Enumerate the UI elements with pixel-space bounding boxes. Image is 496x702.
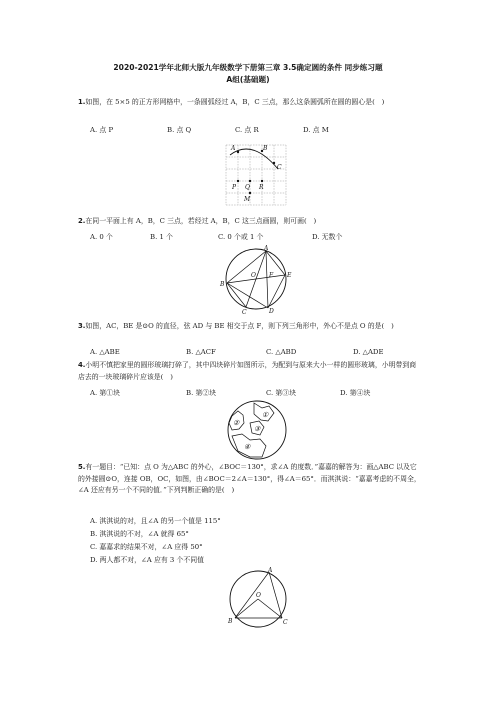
question-4 [78, 360, 423, 383]
question-text: 如图，AC，BE 是⊙O 的直径，弦 AD 与 BE 相交于点 F，则下列三角形中，外心不是点 O 的是( ) [85, 322, 394, 330]
question-1 [78, 97, 423, 109]
piece-4-label: ④ [244, 443, 251, 451]
question-number: 1. [78, 98, 86, 106]
question-number: 4. [78, 361, 86, 369]
circumcircle-figure [222, 567, 292, 635]
question-text: 小明不慎把家里的圆形玻璃打碎了，其中四块碎片如图所示，为配到与原来大小一样的圆形玻璃，小明带到商店去的一块玻璃碎片应该是( ) [78, 361, 417, 381]
piece-3-label: ③ [254, 425, 261, 433]
question-text: 在同一平面上有 A，B，C 三点，若经过 A，B，C 这三点画圆，则可画( ) [85, 217, 317, 225]
point-b-label: B [228, 618, 233, 625]
option-d: D. 无数个 [312, 233, 343, 241]
point-c-label: C [242, 309, 247, 315]
point-a-label: A [264, 245, 269, 252]
option-d: D. 第④块 [340, 389, 371, 397]
point-r-label: R [259, 184, 264, 191]
piece-2-label: ② [233, 419, 240, 427]
point-f-label: F [269, 272, 274, 279]
question-text: 如图，在 5×5 的正方形网格中，一条圆弧经过 A，B，C 三点，那么这条圆弧所在圆的圆心是( ) [85, 98, 385, 106]
option-a: A. 淇淇说的对，且∠A 的另一个值是 115° [90, 517, 221, 525]
option-a: A. △ABE [90, 348, 120, 356]
circle-diameters-figure [218, 243, 296, 315]
option-c: C. 嘉嘉求的结果不对，∠A 应得 50° [90, 543, 203, 551]
option-a: A. 0 个 [90, 233, 113, 241]
grid-arc-figure [222, 142, 292, 207]
point-c-label: C [277, 164, 282, 171]
option-b: B. 1 个 [150, 233, 173, 241]
option-b: B. △ACF [186, 348, 216, 356]
point-a-label: A [268, 567, 273, 574]
point-o-label: O [251, 272, 256, 279]
point-b-label: B [263, 145, 268, 152]
point-d-label: D [269, 308, 274, 315]
point-q-label: Q [245, 184, 250, 191]
point-p-label: P [232, 184, 237, 191]
question-3 [78, 321, 423, 333]
option-c: C. 第③块 [266, 389, 297, 397]
option-b: B. 点 Q [167, 126, 192, 134]
option-a: A. 第①块 [90, 389, 121, 397]
question-number: 2. [78, 217, 86, 225]
point-e-label: E [287, 272, 292, 279]
question-number: 3. [78, 322, 86, 330]
option-d: D. 两人都不对，∠A 应有 3 个不同值 [90, 556, 205, 564]
option-d: D. △ADE [353, 348, 384, 356]
document-title: 2020-2021学年北师大版九年级数学下册第三章 3.5确定圆的条件 同步练习题 [113, 63, 383, 72]
option-c: C. 点 R [235, 126, 259, 134]
broken-glass-figure [224, 399, 290, 461]
point-a-label: A [231, 145, 236, 152]
point-o-label: O [256, 592, 261, 599]
option-c: C. △ABD [266, 348, 297, 356]
question-text: 有一题目：“已知：点 O 为△ABC 的外心，∠BOC＝130°，求∠A 的度数．”嘉嘉的解答为：画△ABC 以及它的外接圆⊙O，连接 OB，OC，如图，由∠BOC＝2∠A＝130°，得∠A＝65°．而淇淇说：“嘉嘉考虑的不周全，∠A 还应有另一个不同的值．”下列判断正确的是( ) [78, 463, 421, 494]
option-d: D. 点 M [303, 126, 329, 134]
question-number: 5. [78, 463, 86, 471]
point-m-label: M [244, 196, 251, 203]
point-c-label: C [283, 619, 288, 626]
option-b: B. 第②块 [186, 389, 217, 397]
question-2 [78, 216, 423, 228]
question-5 [78, 462, 423, 497]
point-b-label: B [220, 281, 225, 288]
piece-1-label: ① [262, 411, 269, 419]
option-a: A. 点 P [90, 126, 114, 134]
option-c: C. 0 个或 1 个 [218, 233, 264, 241]
section-heading: A组(基础题) [226, 75, 270, 84]
option-b: B. 淇淇说的不对，∠A 就得 65° [90, 530, 189, 538]
